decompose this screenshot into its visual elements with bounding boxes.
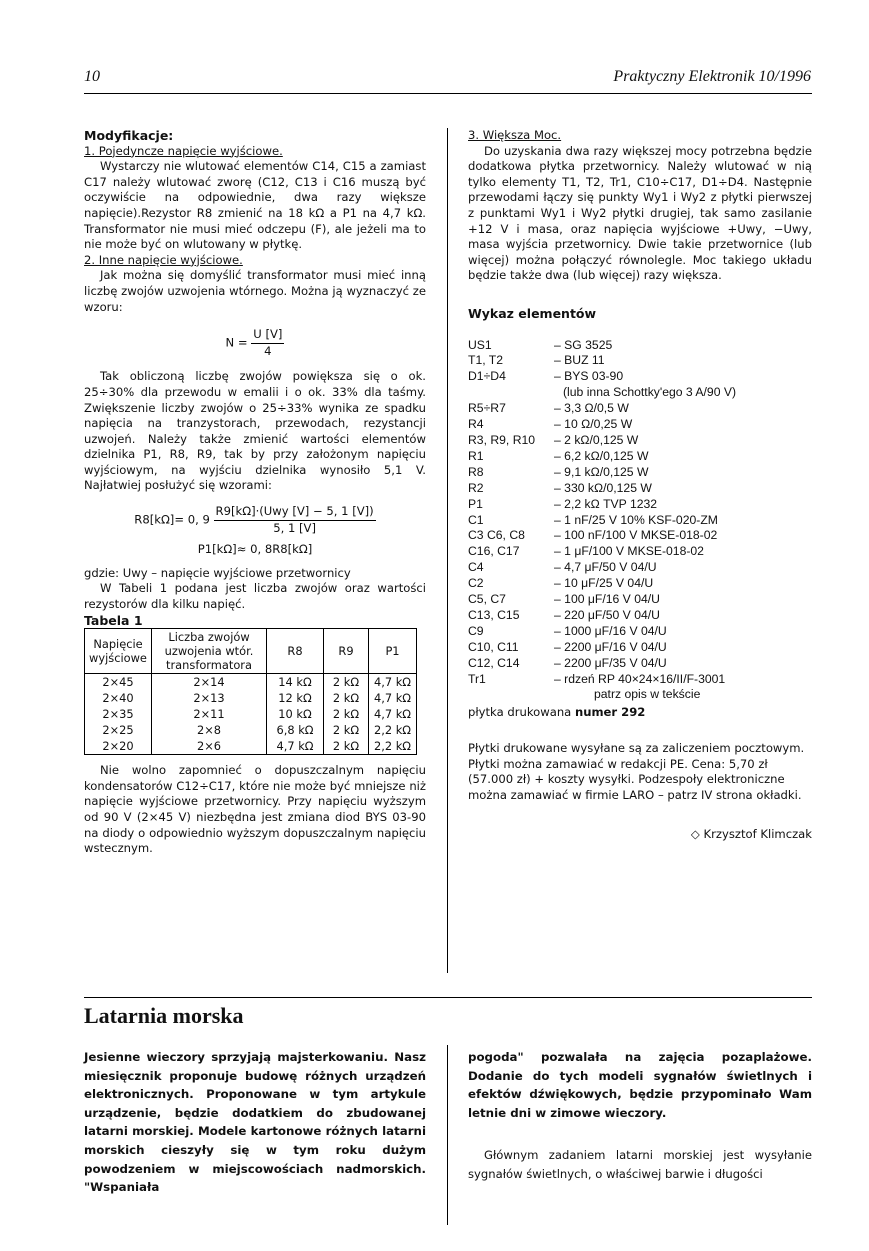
table-header: Liczba zwojów uzwojenia wtór. transformatora	[152, 629, 267, 674]
paragraph: Nie wolno zapomnieć o dopuszczalnym napięciu kondensatorów C12÷C17, które nie może być mniejsze niż napięcie wyjściowe przetwornicy. Przy napięciu wyższym od 90 V (2×45 V) niezbędna jest zmiana diod BYS 03-90 na diody o odpowiednio wyższym dopuszczalnym napięciu wstecznym.	[84, 763, 426, 856]
table-cell: 2 kΩ	[324, 706, 369, 722]
list-item	[468, 592, 812, 608]
part-value: – 1 nF/25 V 10% KSF-020-ZM	[554, 512, 718, 527]
table-header: P1	[369, 629, 417, 674]
part-id	[468, 385, 554, 401]
table-cell: 4,7 kΩ	[267, 738, 324, 755]
part-id: T1, T2	[468, 353, 503, 368]
list-item	[468, 656, 812, 672]
part-id	[468, 687, 554, 703]
part-id: C3 C6, C8	[468, 528, 525, 543]
formula-r8	[84, 504, 426, 536]
part-id: US1	[468, 337, 492, 352]
table-cell: 4,7 kΩ	[369, 674, 417, 691]
part-value: – 100 μF/16 V 04/U	[554, 592, 660, 607]
part-value: – 2,2 kΩ TVP 1232	[554, 496, 658, 511]
list-item	[468, 433, 812, 449]
part-id: C2	[468, 576, 484, 591]
list-item	[468, 353, 812, 369]
list-item	[468, 576, 812, 592]
part-id: R4	[468, 417, 484, 432]
article-rule	[84, 997, 812, 998]
paragraph: Jak można się domyślić transformator musi mieć inną liczbę zwojów uzwojenia wtórnego. Można ją wyznaczyć ze wzoru:	[84, 268, 426, 314]
journal-title: Praktyczny Elektronik 10/1996	[613, 68, 811, 85]
pcb-label: płytka drukowana	[468, 705, 572, 720]
list-item	[468, 544, 812, 560]
part-value: – 1 μF/100 V MKSE-018-02	[554, 544, 704, 559]
table-cell: 14 kΩ	[267, 674, 324, 691]
part-value: – 4,7 μF/50 V 04/U	[554, 560, 657, 575]
table-cell: 2 kΩ	[324, 738, 369, 755]
article-body: Głównym zadaniem latarni morskiej jest wysyłanie sygnałów świetlnych, o właściwej barwie i długości	[468, 1148, 812, 1181]
part-id: Tr1	[468, 671, 486, 686]
pcb-line	[468, 705, 812, 721]
list-item	[468, 497, 812, 513]
column-divider	[447, 1045, 448, 1225]
article-lead-left: Jesienne wieczory sprzyjają majsterkowaniu. Nasz miesięcznik proponuje budowę różnych urządzeń elektronicznych. Proponowane w tym artykule urządzenie, będzie dodatkiem do zbudowanej latarni morskiej. Modele kartonowe różnych latarni morskich cieszyły się w tym roku dużym powodzeniem w miejscowościach nadmorskich. "Wspaniała	[84, 1050, 426, 1195]
ordering-info: Płytki drukowane wysyłane są za zaliczeniem pocztowym. Płytki można zamawiać w redakcji PE. Cena: 5,70 zł (57.000 zł) + koszty wysyłki. Podzespoły elektroniczne można zamawiać w firmie LARO – patrz IV strona okładki.	[468, 740, 805, 802]
part-value: – 330 kΩ/0,125 W	[554, 480, 652, 495]
table-row	[85, 738, 417, 755]
list-item	[468, 449, 812, 465]
table-cell: 2,2 kΩ	[369, 722, 417, 738]
left-column	[84, 128, 426, 857]
list-item	[468, 385, 812, 401]
parts-list	[468, 338, 812, 704]
part-id: R8	[468, 464, 484, 479]
part-id: C10, C11	[468, 639, 519, 654]
header-rule	[84, 93, 812, 94]
part-value: – 2200 μF/16 V 04/U	[554, 639, 667, 654]
part-value: – 1000 μF/16 V 04/U	[554, 623, 667, 638]
list-item	[468, 560, 812, 576]
formula-denominator: 4	[264, 343, 272, 358]
list-item	[468, 672, 812, 688]
part-value: – 6,2 kΩ/0,125 W	[554, 448, 649, 463]
table-cell: 2 kΩ	[324, 722, 369, 738]
part-value: – 2200 μF/35 V 04/U	[554, 655, 667, 670]
part-value: – 3,3 Ω/0,5 W	[554, 401, 629, 416]
pcb-number: numer 292	[574, 705, 646, 720]
article-title: Latarnia morska	[84, 1003, 244, 1028]
table-cell: 2×40	[85, 690, 152, 706]
list-item	[468, 640, 812, 656]
part-id: R5÷R7	[468, 401, 506, 416]
formula-p1: P1[kΩ]≈ 0, 8R8[kΩ]	[197, 542, 313, 557]
table-header: Napięcie wyjściowe	[85, 629, 152, 674]
list-item	[468, 687, 812, 703]
part-value: – BYS 03-90	[554, 369, 624, 384]
list-item	[468, 481, 812, 497]
table-cell: 6,8 kΩ	[267, 722, 324, 738]
article-lead-right: pogoda" pozwalała na zajęcia pozaplażowe. Dodanie do tych modeli sygnałów świetlnych i efektów dźwiękowych, będzie przypominało Wam letnie dni w zimowe wieczory.	[468, 1050, 812, 1120]
part-value: patrz opis w tekście	[594, 687, 701, 702]
table-cell: 2×11	[152, 706, 267, 722]
list-item	[468, 401, 812, 417]
modifications-heading: Modyfikacje:	[84, 128, 174, 143]
right-column	[468, 128, 812, 843]
part-value: – 9,1 kΩ/0,125 W	[554, 464, 649, 479]
table-header: R9	[324, 629, 369, 674]
formula-fraction	[251, 327, 284, 359]
part-value: – SG 3525	[554, 337, 613, 352]
part-id: C12, C14	[468, 655, 520, 670]
part-id: C4	[468, 560, 484, 575]
table-title: Tabela 1	[84, 612, 143, 628]
part-id: C9	[468, 623, 484, 638]
part-value: – 10 Ω/0,25 W	[554, 417, 633, 432]
list-item	[468, 417, 812, 433]
table-cell: 4,7 kΩ	[369, 690, 417, 706]
part-id: D1÷D4	[468, 369, 506, 384]
list-item	[468, 528, 812, 544]
list-item	[468, 608, 812, 624]
winding-table	[84, 628, 417, 755]
paragraph: Wystarczy nie wlutować elementów C14, C15 a zamiast C17 należy wlutować zworę (C12, C13 i C16 muszą być oczywiście na odpowiednie, dwa razy większe napięcie).Rezystor R8 zmienić na 18 kΩ a P1 na 4,7 kΩ. Transformator nie musi mieć odczepu (F), ale jeżeli ma to nie może być on wlutowany w płytkę.	[84, 159, 426, 252]
paragraph: Tak obliczoną liczbę zwojów powiększa się o ok. 25÷30% dla przewodu w emalii i o ok. 33% dla taśmy. Zwiększenie liczby zwojów o 25÷33% wynika ze spadku napięcia na tranzystorach, przewodach, rezystancji uzwojeń. Należy także zmienić wartości elementów dzielnika P1, R8, R9, tak by przy założonym napięciu wyjściowym, na wyjściu dzielnika wynosiło 5,1 V. Najłatwiej posłużyć się wzorami:	[84, 369, 426, 493]
subheading-single-voltage: 1. Pojedyncze napięcie wyjściowe.	[84, 143, 283, 158]
paragraph: gdzie: Uwy – napięcie wyjściowe przetwornicy	[84, 565, 351, 580]
list-item	[468, 513, 812, 529]
part-id: R1	[468, 448, 484, 463]
part-id: R3, R9, R10	[468, 432, 536, 447]
table-cell: 2×8	[152, 722, 267, 738]
paragraph: Do uzyskania dwa razy większej mocy potrzebna będzie dodatkowa płytka przetwornicy. Należy wlutować w nią tylko elementy T1, T2, Tr1, C10÷C17, D1÷D4. Następnie przewodami łączy się punkty Wy1 i Wy2 z płytki pierwszej z punktami Wy1 i Wy2 płytki drugiej, tak samo zasilanie +12 V i masa, oraz napięcia wyjściowe +Uwy, −Uwy, masa wyjścia przetwornicy. Dwie takie przetwornice (lub więcej) można połączyć równolegle. Moc takiego układu będzie także dwa (lub więcej) razy większa.	[468, 143, 812, 283]
parts-list-heading: Wykaz elementów	[468, 305, 597, 321]
formula-turns	[84, 327, 426, 359]
formula-numerator: U [V]	[251, 327, 284, 344]
formula-denominator: 5, 1 [V]	[273, 520, 317, 535]
table-cell: 10 kΩ	[267, 706, 324, 722]
table-cell: 4,7 kΩ	[369, 706, 417, 722]
author: ◇ Krzysztof Klimczak	[690, 827, 812, 842]
part-value: – 2 kΩ/0,125 W	[554, 432, 639, 447]
column-divider	[447, 128, 448, 973]
table-row	[85, 674, 417, 691]
part-id: P1	[468, 496, 483, 511]
part-value: (lub inna Schottky'ego 3 A/90 V)	[563, 385, 737, 400]
list-item	[468, 369, 812, 385]
paragraph: W Tabeli 1 podana jest liczba zwojów oraz wartości rezystorów dla kilku napięć.	[84, 581, 426, 612]
part-value: – rdzeń RP 40×24×16/II/F-3001	[554, 671, 726, 686]
table-row	[85, 706, 417, 722]
formula-fraction	[214, 504, 376, 536]
formula-lhs: R8[kΩ]= 0, 9	[134, 512, 210, 527]
table-cell: 12 kΩ	[267, 690, 324, 706]
part-id: C16, C17	[468, 544, 520, 559]
part-id: C1	[468, 512, 484, 527]
table-cell: 2,2 kΩ	[369, 738, 417, 755]
part-value: – 220 μF/50 V 04/U	[554, 607, 660, 622]
table-cell: 2×13	[152, 690, 267, 706]
table-cell: 2×20	[85, 738, 152, 755]
subheading-more-power: 3. Większa Moc.	[468, 128, 562, 142]
table-header: R8	[267, 629, 324, 674]
list-item	[468, 338, 812, 354]
table-row	[85, 690, 417, 706]
part-id: R2	[468, 480, 484, 495]
part-value: – BUZ 11	[554, 353, 605, 368]
part-value: – 10 μF/25 V 04/U	[554, 576, 654, 591]
table-cell: 2×25	[85, 722, 152, 738]
table-cell: 2×45	[85, 674, 152, 691]
table-cell: 2 kΩ	[324, 690, 369, 706]
part-id: C13, C15	[468, 607, 520, 622]
formula-lhs: N =	[225, 335, 248, 350]
part-value: – 100 nF/100 V MKSE-018-02	[554, 528, 718, 543]
list-item	[468, 624, 812, 640]
table-cell: 2×35	[85, 706, 152, 722]
table-cell: 2×6	[152, 738, 267, 755]
list-item	[468, 465, 812, 481]
table-cell: 2×14	[152, 674, 267, 691]
part-id: C5, C7	[468, 592, 506, 607]
page-number: 10	[84, 68, 100, 85]
subheading-other-voltage: 2. Inne napięcie wyjściowe.	[84, 252, 243, 267]
table-cell: 2 kΩ	[324, 674, 369, 691]
table-row	[85, 722, 417, 738]
formula-numerator: R9[kΩ]·(Uwy [V] − 5, 1 [V])	[214, 504, 376, 521]
